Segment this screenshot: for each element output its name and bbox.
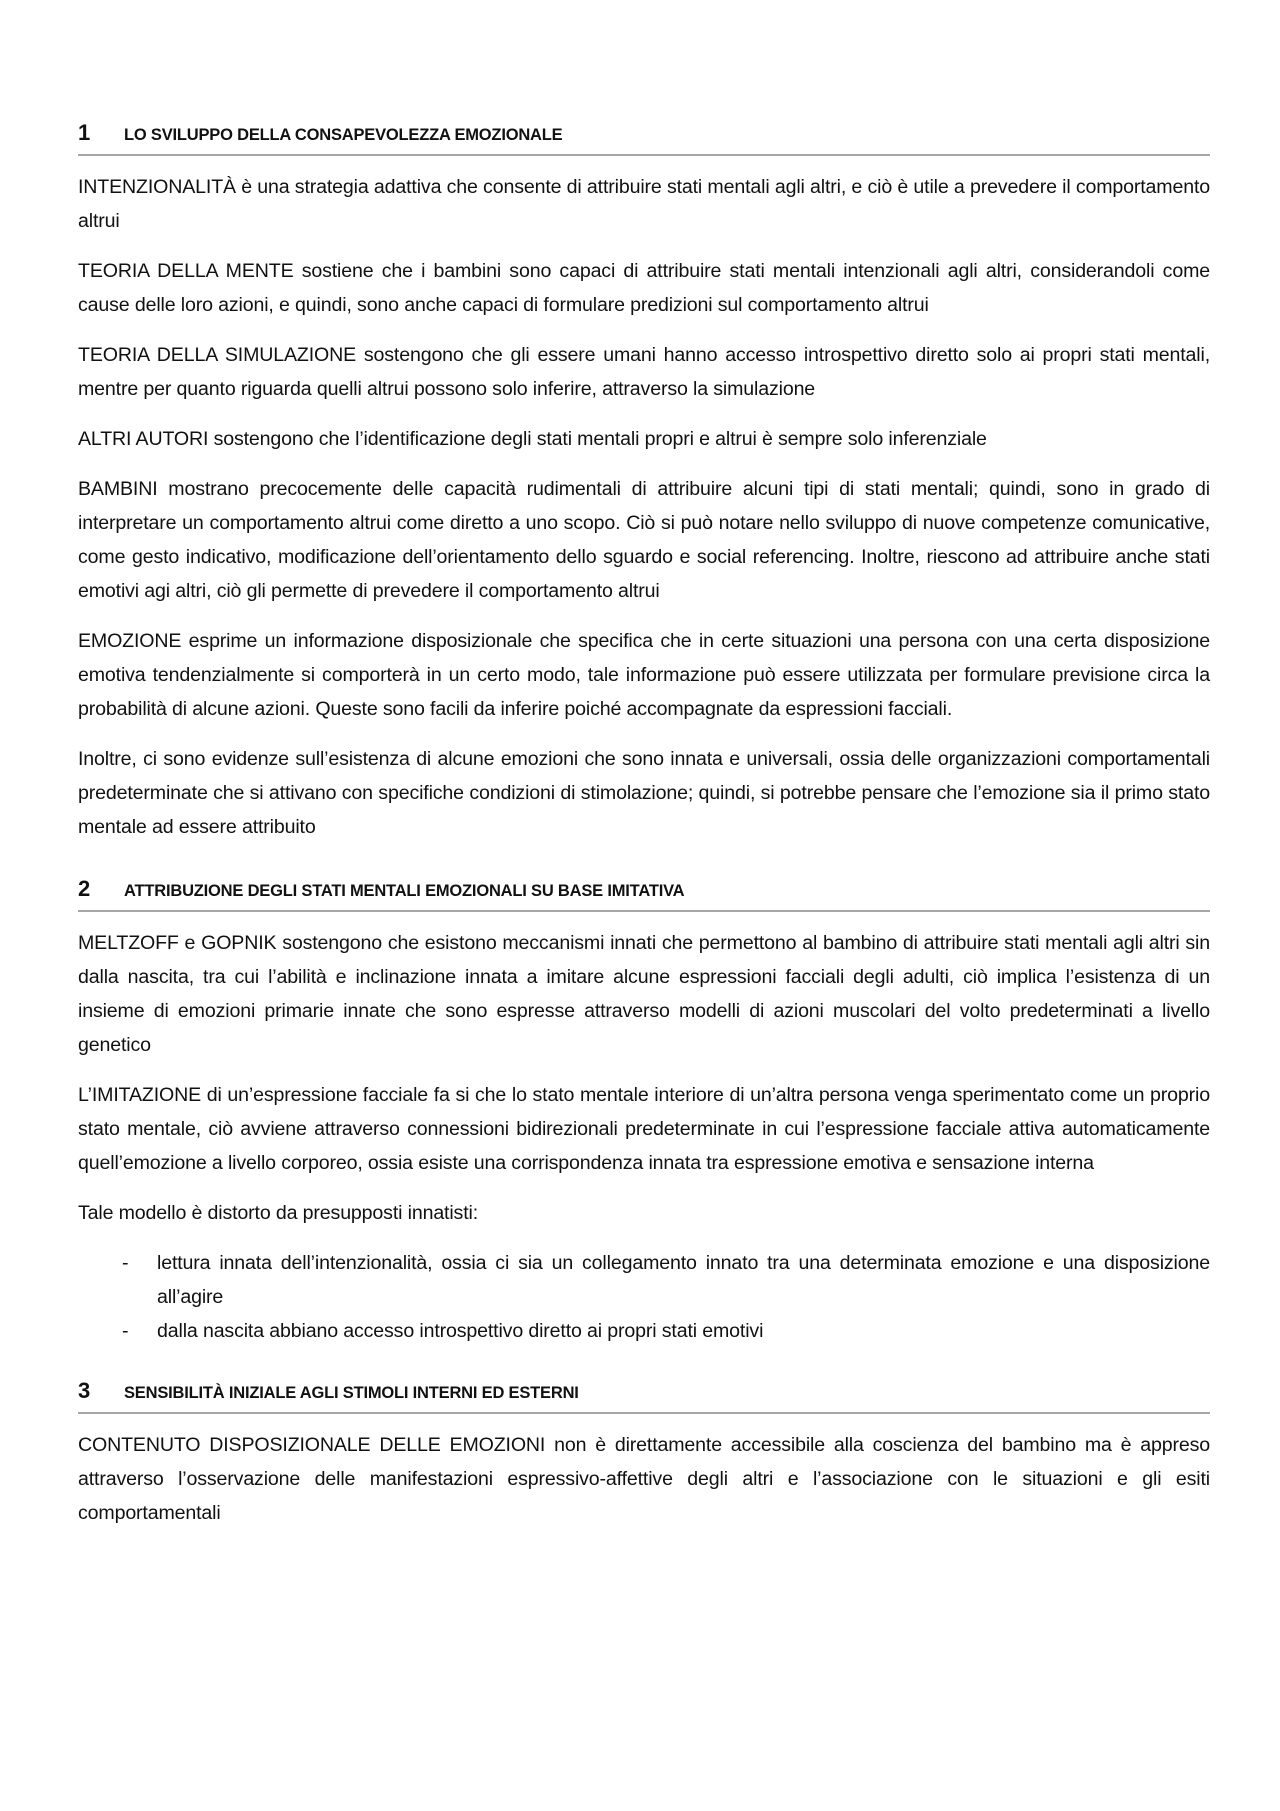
bullet-list xyxy=(78,1246,1210,1348)
list-item xyxy=(78,1246,1210,1314)
paragraph: CONTENUTO DISPOSIZIONALE DELLE EMOZIONI non è direttamente accessibile alla coscienza del bambino ma è appreso attraverso l’osservazione delle manifestazioni espressivo-affettive degli altri e l’associazione con le situazioni e gli esiti comportamentali xyxy=(78,1434,1210,1524)
section-title: ATTRIBUZIONE DEGLI STATI MENTALI EMOZIONALI SU BASE IMITATIVA xyxy=(124,882,685,900)
bullet-marker: - xyxy=(122,1252,129,1274)
section-number: 2 xyxy=(78,876,91,901)
paragraph: Tale modello è distorto da presupposti innatisti: xyxy=(78,1202,478,1224)
section-1 xyxy=(78,120,1210,844)
section-heading xyxy=(78,1378,1210,1414)
bullet-marker: - xyxy=(122,1320,129,1342)
paragraph: INTENZIONALITÀ è una strategia adattiva che consente di attribuire stati mentali agli altri, e ciò è utile a prevedere il comportamento altrui xyxy=(78,176,1210,232)
section-title: SENSIBILITÀ INIZIALE AGLI STIMOLI INTERNI ED ESTERNI xyxy=(124,1384,579,1402)
paragraph: Inoltre, ci sono evidenze sull’esistenza di alcune emozioni che sono innata e universali, ossia delle organizzazioni comportamentali predeterminate che si attivano con specifiche condizioni di stimolazione; quindi, si potrebbe pensare che l’emozione sia il primo stato mentale ad essere attribuito xyxy=(78,748,1210,838)
paragraph: BAMBINI mostrano precocemente delle capacità rudimentali di attribuire alcuni tipi di stati mentali; quindi, sono in grado di interpretare un comportamento altrui come diretto a uno scopo. Ciò si può notare nello sviluppo di nuove competenze comunicative, come gesto indicativo, modificazione dell’orientamento dello sguardo e social referencing. Inoltre, riescono ad attribuire anche stati emotivi agi altri, ciò gli permette di prevedere il comportamento altrui xyxy=(78,478,1210,602)
section-heading xyxy=(78,876,1210,912)
section-title: LO SVILUPPO DELLA CONSAPEVOLEZZA EMOZIONALE xyxy=(124,126,563,144)
list-item xyxy=(78,1314,1210,1348)
paragraph: TEORIA DELLA MENTE sostiene che i bambini sono capaci di attribuire stati mentali intenzionali agli altri, considerandoli come cause delle loro azioni, e quindi, sono anche capaci di formulare predizioni sul comportamento altrui xyxy=(78,260,1210,316)
list-item-text: lettura innata dell’intenzionalità, ossia ci sia un collegamento innato tra una determinata emozione e una disposizione all’agire xyxy=(157,1252,1210,1308)
section-2 xyxy=(78,876,1210,1348)
section-number: 3 xyxy=(78,1378,91,1403)
section-heading xyxy=(78,120,1210,156)
document-page xyxy=(78,120,1210,1546)
paragraph: ALTRI AUTORI sostengono che l’identificazione degli stati mentali propri e altrui è sempre solo inferenziale xyxy=(78,428,987,450)
list-item-text: dalla nascita abbiano accesso introspettivo diretto ai propri stati emotivi xyxy=(157,1320,764,1342)
section-number: 1 xyxy=(78,120,91,145)
paragraph: EMOZIONE esprime un informazione disposizionale che specifica che in certe situazioni una persona con una certa disposizione emotiva tendenzialmente si comporterà in un certo modo, tale informazione può essere utilizzata per formulare previsione circa la probabilità di alcune azioni. Queste sono facili da inferire poiché accompagnate da espressioni facciali. xyxy=(78,630,1210,720)
paragraph: MELTZOFF e GOPNIK sostengono che esistono meccanismi innati che permettono al bambino di attribuire stati mentali agli altri sin dalla nascita, tra cui l’abilità e inclinazione innata a imitare alcune espressioni facciali degli adulti, ciò implica l’esistenza di un insieme di emozioni primarie innate che sono espresse attraverso modelli di azioni muscolari del volto predeterminati a livello genetico xyxy=(78,932,1210,1056)
section-3 xyxy=(78,1378,1210,1530)
paragraph: TEORIA DELLA SIMULAZIONE sostengono che gli essere umani hanno accesso introspettivo diretto solo ai propri stati mentali, mentre per quanto riguarda quelli altrui possono solo inferire, attraverso la simulazione xyxy=(78,344,1210,400)
paragraph: L’IMITAZIONE di un’espressione facciale fa si che lo stato mentale interiore di un’altra persona venga sperimentato come un proprio stato mentale, ciò avviene attraverso connessioni bidirezionali predeterminate in cui l’espressione facciale attiva automaticamente quell’emozione a livello corporeo, ossia esiste una corrispondenza innata tra espressione emotiva e sensazione interna xyxy=(78,1084,1210,1174)
